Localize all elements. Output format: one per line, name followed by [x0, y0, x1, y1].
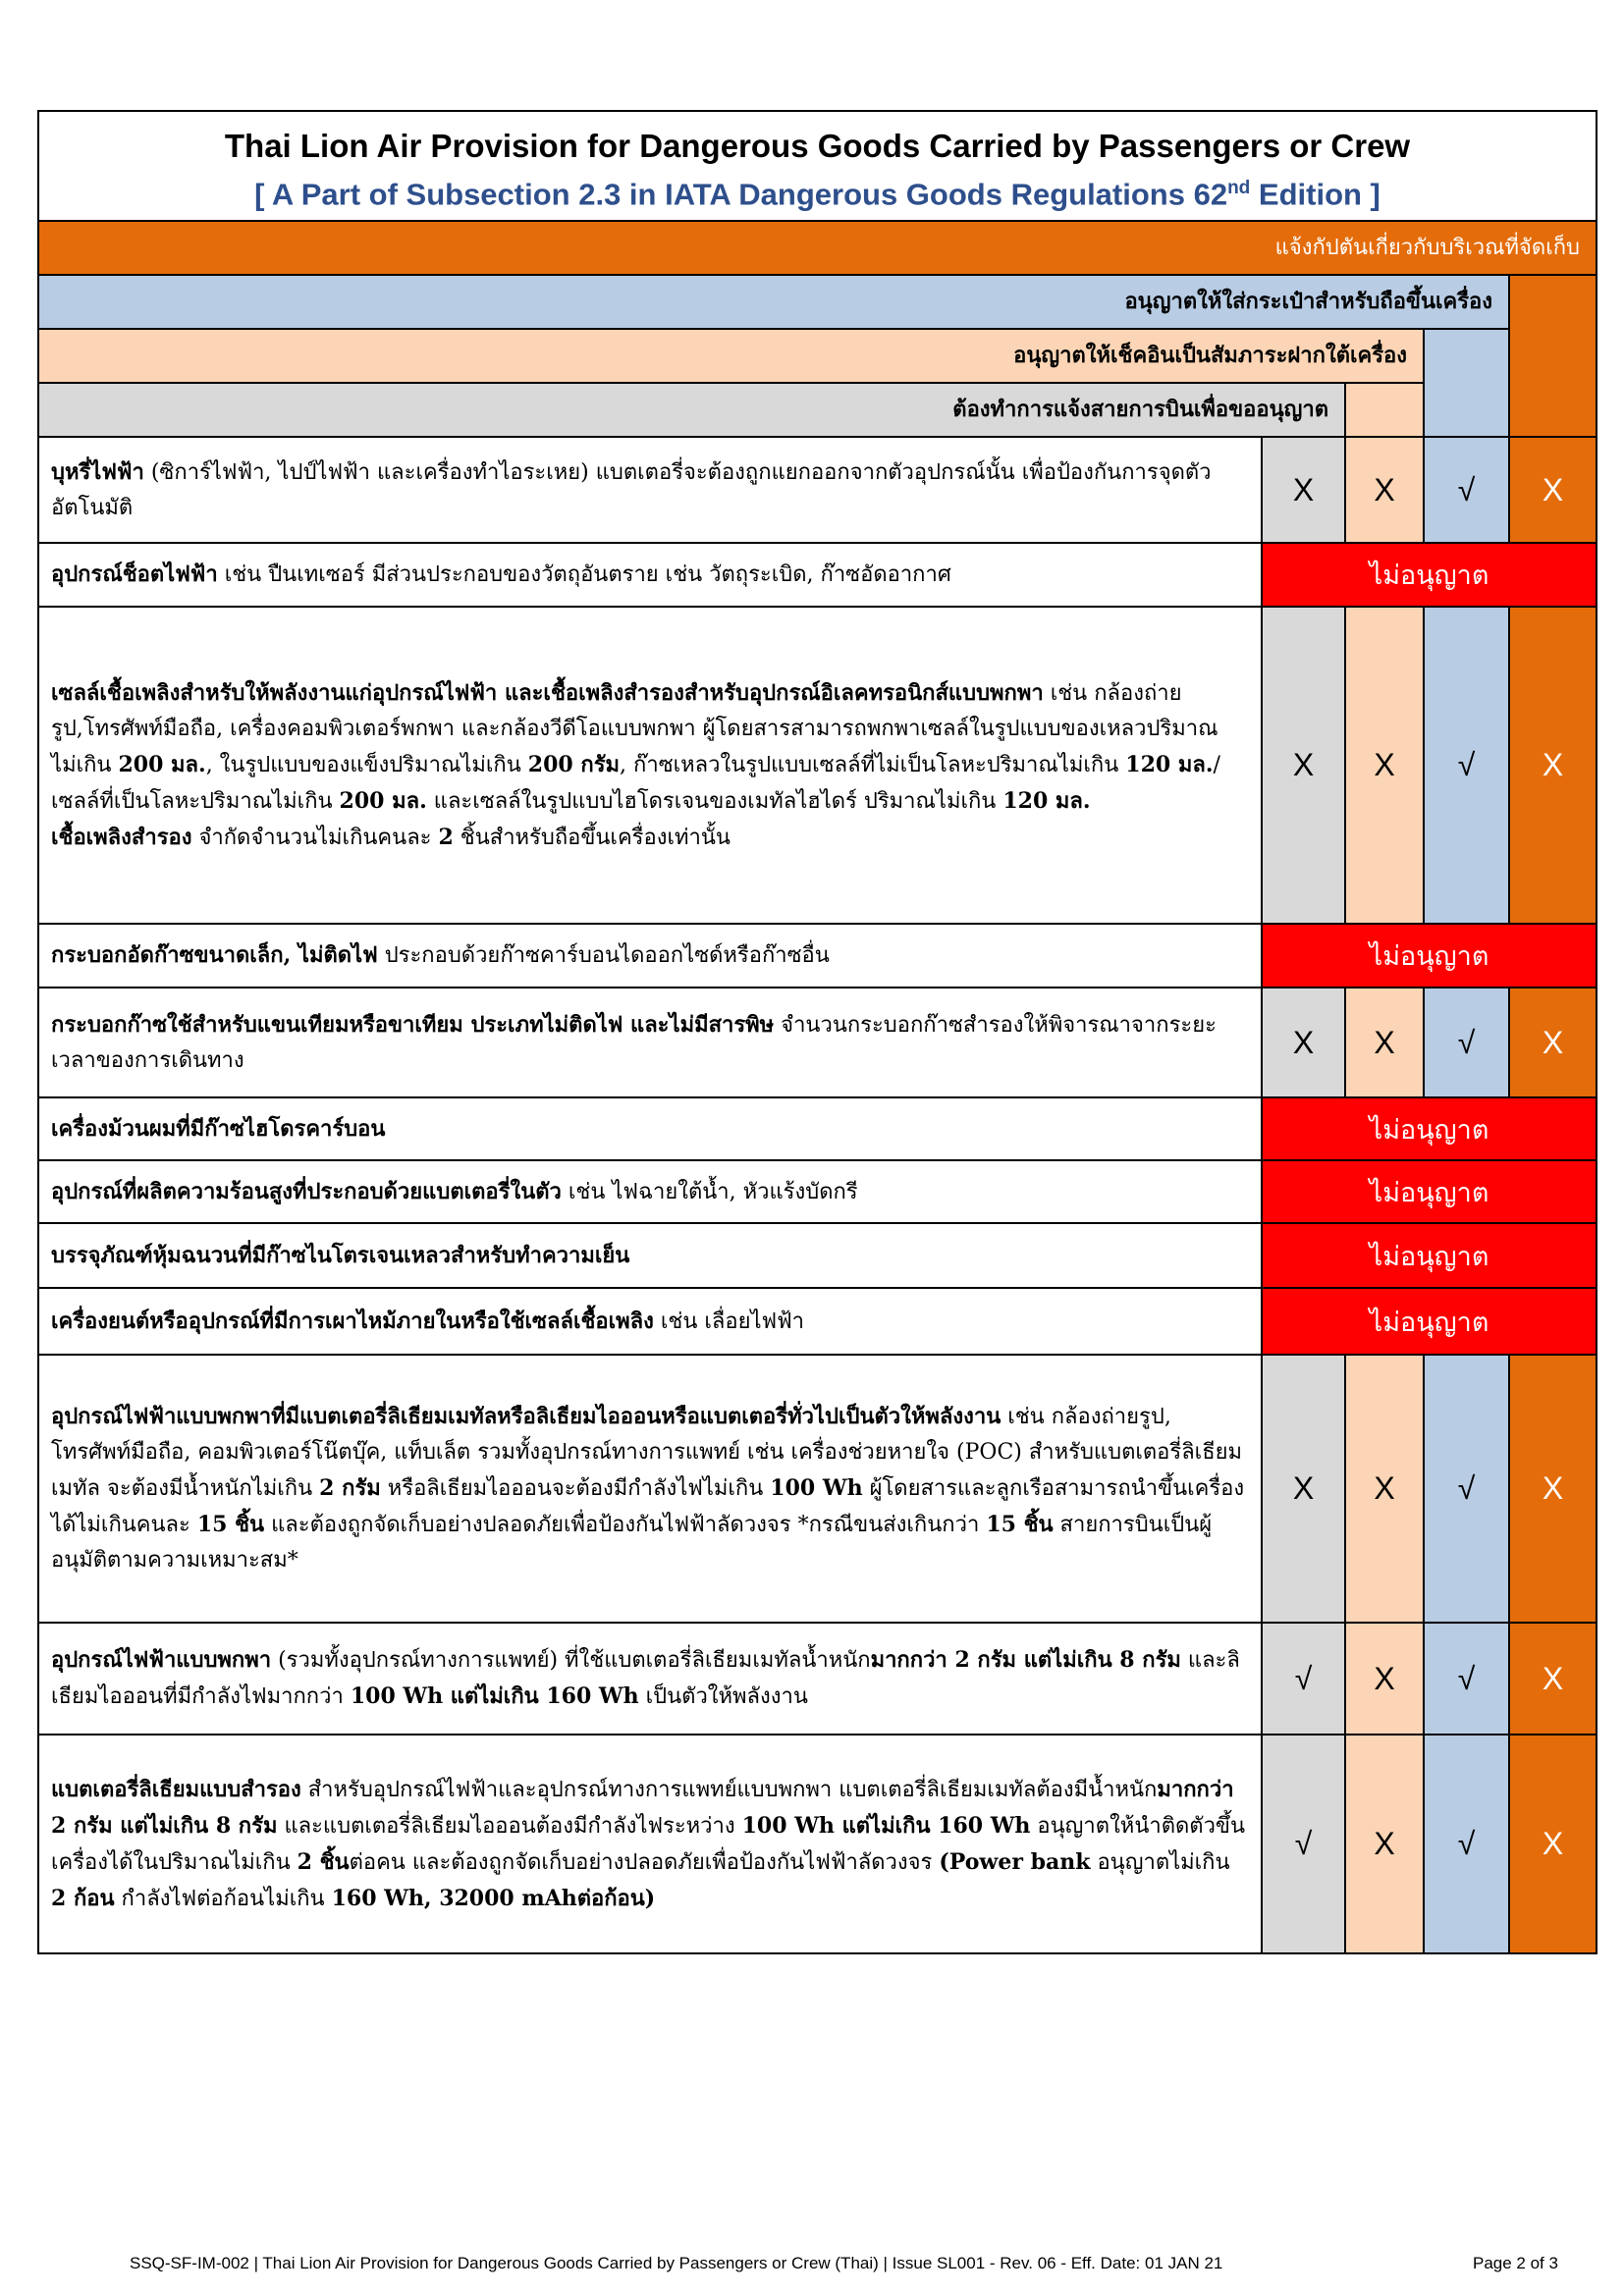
mark-notify-captain: X [1509, 988, 1597, 1097]
footer-document-info: SSQ-SF-IM-002 | Thai Lion Air Provision for Dangerous Goods Carried by Passengers or Crew (Thai) | Issue SL001 - Rev. 06 - Eff. Date: 01 JAN 21 [130, 2254, 1223, 2272]
forbidden-badge: ไม่อนุญาต [1262, 1288, 1597, 1355]
header-checked-baggage: อนุญาตให้เช็คอินเป็นสัมภาระฝากใต้เครื่อง [38, 329, 1424, 383]
mark-approval: √ [1262, 1623, 1345, 1735]
row-description: แบตเตอรี่ลิเธียมแบบสำรอง สำหรับอุปกรณ์ไฟฟ้าและอุปกรณ์ทางการแพทย์แบบพกพา แบตเตอรี่ลิเธียมเมทัลต้องมีน้ำหนักมากกว่า 2 กรัม แต่ไม่เกิน 8 กรัม และแบตเตอรี่ลิเธียมไอออนต้องมีกำลังไฟระหว่าง 100 Wh แต่ไม่เกิน 160 Wh อนุญาตให้นำติดตัวขึ้นเครื่องได้ในปริมาณไม่เกิน 2 ชิ้นต่อคน และต้องถูกจัดเก็บอย่างปลอดภัยเพื่อป้องกันไฟฟ้าลัดวงจร (Power bank อนุญาตไม่เกิน 2 ก้อน กำลังไฟต่อก้อนไม่เกิน 160 Wh, 32000 mAhต่อก้อน) [38, 1735, 1262, 1953]
dg-page [37, 110, 1596, 1954]
table-row [38, 1223, 1597, 1288]
table-row [38, 1097, 1597, 1160]
mark-checked: X [1345, 437, 1424, 543]
mark-notify-captain: X [1509, 1735, 1597, 1953]
mark-approval: X [1262, 1355, 1345, 1623]
mark-notify-captain: X [1509, 607, 1597, 924]
mark-checked: X [1345, 607, 1424, 924]
row-description: เครื่องยนต์หรืออุปกรณ์ที่มีการเผาไหม้ภายในหรือใช้เซลล์เชื้อเพลิง เช่น เลื่อยไฟฟ้า [38, 1288, 1262, 1355]
row-description: อุปกรณ์ที่ผลิตความร้อนสูงที่ประกอบด้วยแบตเตอรี่ในตัว เช่น ไฟฉายใต้น้ำ, หัวแร้งบัดกรี [38, 1160, 1262, 1223]
table-row [38, 437, 1597, 543]
forbidden-badge: ไม่อนุญาต [1262, 1160, 1597, 1223]
table-row [38, 1735, 1597, 1953]
table-row [38, 1160, 1597, 1223]
mark-carry-on: √ [1424, 1623, 1509, 1735]
mark-approval: X [1262, 437, 1345, 543]
mark-carry-on: √ [1424, 437, 1509, 543]
header-notify-captain: แจ้งกัปตันเกี่ยวกับบริเวณที่จัดเก็บ [38, 221, 1597, 275]
mark-carry-on: √ [1424, 1355, 1509, 1623]
table-row [38, 988, 1597, 1097]
mark-approval: √ [1262, 1735, 1345, 1953]
mark-carry-on: √ [1424, 988, 1509, 1097]
row-description: อุปกรณ์ไฟฟ้าแบบพกพาที่มีแบตเตอรี่ลิเธียมเมทัลหรือลิเธียมไอออนหรือแบตเตอรี่ทั่วไปเป็นตัวให้พลังงาน เช่น กล้องถ่ายรูป, โทรศัพท์มือถือ, คอมพิวเตอร์โน๊ตบุ๊ค, แท็บเล็ต รวมทั้งอุปกรณ์ทางการแพทย์ เช่น เครื่องช่วยหายใจ (POC) สำหรับแบตเตอรี่ลิเธียมเมทัล จะต้องมีน้ำหนักไม่เกิน 2 กรัม หรือลิเธียมไอออนจะต้องมีกำลังไฟไม่เกิน 100 Wh ผู้โดยสารและลูกเรือสามารถนำขึ้นเครื่องได้ไม่เกินคนละ 15 ชิ้น และต้องถูกจัดเก็บอย่างปลอดภัยเพื่อป้องกันไฟฟ้าลัดวงจร *กรณีขนส่งเกินกว่า 15 ชิ้น สายการบินเป็นผู้อนุมัติตามความเหมาะสม* [38, 1355, 1262, 1623]
forbidden-badge: ไม่อนุญาต [1262, 543, 1597, 607]
mark-checked: X [1345, 1623, 1424, 1735]
row-description: กระบอกอัดก๊าซขนาดเล็ก, ไม่ติดไฟ ประกอบด้วยก๊าซคาร์บอนไดออกไซด์หรือก๊าซอื่น [38, 924, 1262, 988]
mark-notify-captain: X [1509, 1623, 1597, 1735]
dg-table [37, 110, 1597, 1954]
row-description: เซลล์เชื้อเพลิงสำหรับให้พลังงานแก่อุปกรณ์ไฟฟ้า และเชื้อเพลิงสำรองสำหรับอุปกรณ์อิเลคทรอนิกส์แบบพกพา เช่น กล้องถ่ายรูป,โทรศัพท์มือถือ, เครื่องคอมพิวเตอร์พกพา และกล้องวีดีโอแบบพกพา ผู้โดยสารสามารถพกพาเซลล์ในรูปแบบของเหลวปริมาณ ไม่เกิน 200 มล., ในรูปแบบของแข็งปริมาณไม่เกิน 200 กรัม, ก๊าซเหลวในรูปแบบเซลล์ที่ไม่เป็นโลหะปริมาณไม่เกิน 120 มล./เซลล์ที่เป็นโลหะปริมาณไม่เกิน 200 มล. และเซลล์ในรูปแบบไฮโดรเจนของเมทัลไฮไดร์ ปริมาณไม่เกิน 120 มล. เชื้อเพลิงสำรอง จำกัดจำนวนไม่เกินคนละ 2 ชิ้นสำหรับถือขึ้นเครื่องเท่านั้น [38, 607, 1262, 924]
page-subtitle: [ A Part of Subsection 2.3 in IATA Dangerous Goods Regulations 62nd Edition ] [254, 177, 1380, 212]
row-description: บรรจุภัณฑ์หุ้มฉนวนที่มีก๊าซไนโตรเจนเหลวสำหรับทำความเย็น [38, 1223, 1262, 1288]
mark-checked: X [1345, 1735, 1424, 1953]
table-row [38, 1355, 1597, 1623]
table-row [38, 924, 1597, 988]
table-row [38, 543, 1597, 607]
mark-notify-captain: X [1509, 1355, 1597, 1623]
mark-checked: X [1345, 1355, 1424, 1623]
mark-approval: X [1262, 988, 1345, 1097]
mark-carry-on: √ [1424, 1735, 1509, 1953]
table-row [38, 1288, 1597, 1355]
header-peach-spacer [1345, 383, 1424, 437]
row-description: บุหรี่ไฟฟ้า (ซิการ์ไฟฟ้า, ไปป์ไฟฟ้า และเครื่องทำไอระเหย) แบตเตอรี่จะต้องถูกแยกออกจากตัวอุปกรณ์นั้น เพื่อป้องกันการจุดตัวอัตโนมัติ [38, 437, 1262, 543]
header-approval-required: ต้องทำการแจ้งสายการบินเพื่อขออนุญาต [38, 383, 1345, 437]
mark-notify-captain: X [1509, 437, 1597, 543]
row-description: อุปกรณ์ไฟฟ้าแบบพกพา (รวมทั้งอุปกรณ์ทางการแพทย์) ที่ใช้แบตเตอรี่ลิเธียมเมทัลน้ำหนักมากกว่า 2 กรัม แต่ไม่เกิน 8 กรัม และลิเธียมไอออนที่มีกำลังไฟมากกว่า 100 Wh แต่ไม่เกิน 160 Wh เป็นตัวให้พลังงาน [38, 1623, 1262, 1735]
footer-page-number: Page 2 of 3 [1473, 2254, 1558, 2272]
table-row [38, 1623, 1597, 1735]
header-carry-on: อนุญาตให้ใส่กระเป๋าสำหรับถือขึ้นเครื่อง [38, 275, 1509, 329]
row-description: เครื่องม้วนผมที่มีก๊าซไฮโดรคาร์บอน [38, 1097, 1262, 1160]
table-row [38, 607, 1597, 924]
forbidden-badge: ไม่อนุญาต [1262, 1223, 1597, 1288]
mark-checked: X [1345, 988, 1424, 1097]
page-title: Thai Lion Air Provision for Dangerous Goods Carried by Passengers or Crew [224, 127, 1411, 164]
forbidden-badge: ไม่อนุญาต [1262, 924, 1597, 988]
mark-carry-on: √ [1424, 607, 1509, 924]
header-blue-spacer [1424, 329, 1509, 437]
mark-approval: X [1262, 607, 1345, 924]
row-description: กระบอกก๊าซใช้สำหรับแขนเทียมหรือขาเทียม ประเภทไม่ติดไฟ และไม่มีสารพิษ จำนวนกระบอกก๊าซสำรองให้พิจารณาจากระยะเวลาของการเดินทาง [38, 988, 1262, 1097]
title-cell [38, 111, 1597, 221]
row-description: อุปกรณ์ช็อตไฟฟ้า เช่น ปืนเทเซอร์ มีส่วนประกอบของวัตถุอันตราย เช่น วัตถุระเบิด, ก๊าซอัดอากาศ [38, 543, 1262, 607]
header-orange-spacer [1509, 275, 1597, 437]
forbidden-badge: ไม่อนุญาต [1262, 1097, 1597, 1160]
